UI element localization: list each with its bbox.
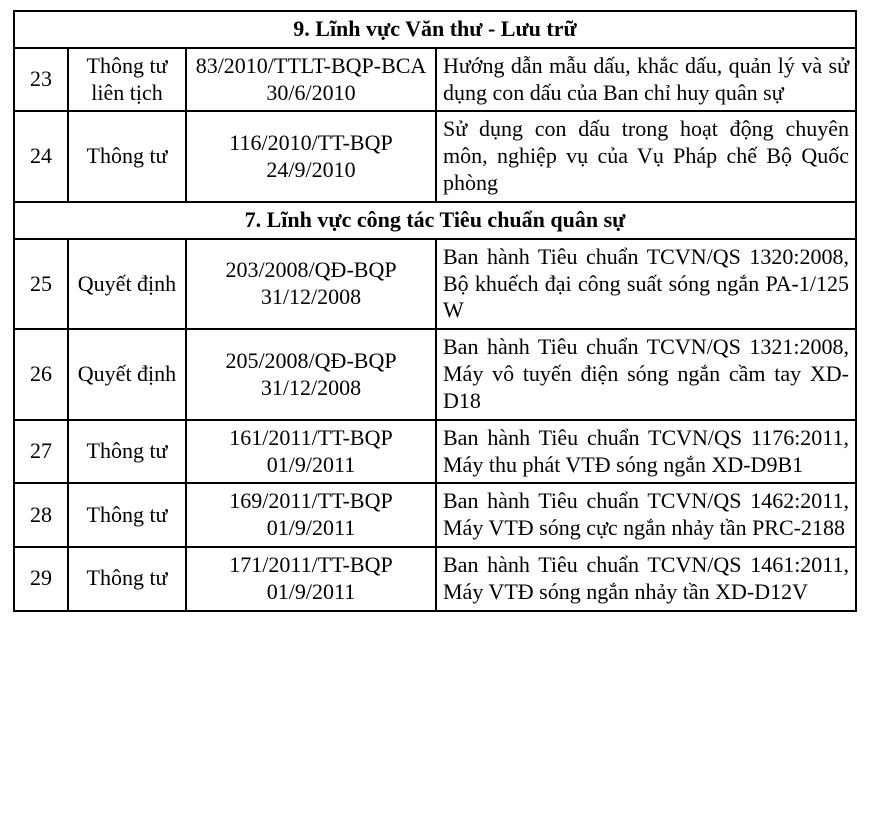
table-body (14, 11, 856, 611)
document-body (13, 10, 857, 612)
row-doc-type: Thông tư liên tịch (68, 48, 186, 112)
row-doc-type: Quyết định (68, 329, 186, 419)
row-doc-code: 203/2008/QĐ-BQP 31/12/2008 (186, 239, 436, 329)
row-doc-type: Thông tư (68, 483, 186, 547)
table-row (14, 547, 856, 611)
row-number: 24 (14, 111, 68, 201)
row-number: 29 (14, 547, 68, 611)
row-doc-type: Thông tư (68, 420, 186, 484)
row-description: Ban hành Tiêu chuẩn TCVN/QS 1462:2011, Máy VTĐ sóng cực ngắn nhảy tần PRC-2188 (436, 483, 856, 547)
row-doc-code: 83/2010/TTLT-BQP-BCA 30/6/2010 (186, 48, 436, 112)
row-description: Ban hành Tiêu chuẩn TCVN/QS 1320:2008, Bộ khuếch đại công suất sóng ngắn PA-1/125 W (436, 239, 856, 329)
row-description: Sử dụng con dấu trong hoạt động chuyên môn, nghiệp vụ của Vụ Pháp chế Bộ Quốc phòng (436, 111, 856, 201)
table-row (14, 111, 856, 201)
row-number: 28 (14, 483, 68, 547)
table-row (14, 420, 856, 484)
row-doc-code: 169/2011/TT-BQP 01/9/2011 (186, 483, 436, 547)
table-row (14, 483, 856, 547)
row-number: 23 (14, 48, 68, 112)
row-doc-code: 205/2008/QĐ-BQP 31/12/2008 (186, 329, 436, 419)
section-heading: 9. Lĩnh vực Văn thư - Lưu trữ (14, 11, 856, 48)
section-heading-row (14, 202, 856, 239)
row-doc-code: 161/2011/TT-BQP 01/9/2011 (186, 420, 436, 484)
row-description: Ban hành Tiêu chuẩn TCVN/QS 1461:2011, Máy VTĐ sóng ngắn nhảy tần XD-D12V (436, 547, 856, 611)
row-description: Hướng dẫn mẫu dấu, khắc dấu, quản lý và sử dụng con dấu của Ban chỉ huy quân sự (436, 48, 856, 112)
section-heading-row (14, 11, 856, 48)
row-description: Ban hành Tiêu chuẩn TCVN/QS 1321:2008, Máy vô tuyến điện sóng ngắn cầm tay XD-D18 (436, 329, 856, 419)
section-heading: 7. Lĩnh vực công tác Tiêu chuẩn quân sự (14, 202, 856, 239)
row-number: 25 (14, 239, 68, 329)
row-number: 26 (14, 329, 68, 419)
table-row (14, 239, 856, 329)
row-doc-code: 171/2011/TT-BQP 01/9/2011 (186, 547, 436, 611)
row-doc-type: Quyết định (68, 239, 186, 329)
row-doc-type: Thông tư (68, 547, 186, 611)
table-row (14, 48, 856, 112)
legal-documents-table (13, 10, 857, 612)
table-row (14, 329, 856, 419)
row-number: 27 (14, 420, 68, 484)
row-doc-type: Thông tư (68, 111, 186, 201)
row-description: Ban hành Tiêu chuẩn TCVN/QS 1176:2011, Máy thu phát VTĐ sóng ngắn XD-D9B1 (436, 420, 856, 484)
row-doc-code: 116/2010/TT-BQP 24/9/2010 (186, 111, 436, 201)
